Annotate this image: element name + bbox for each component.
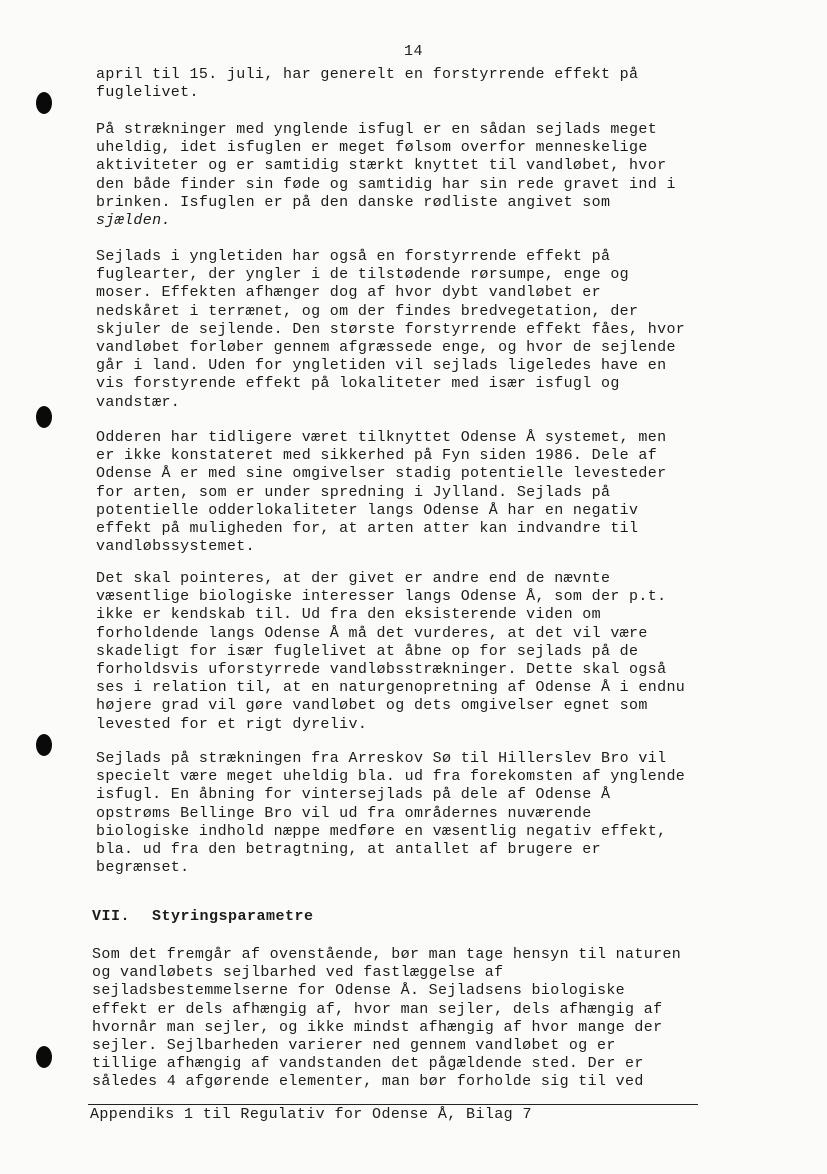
footer-text: Appendiks 1 til Regulativ for Odense Å, Bilag 7	[90, 1106, 532, 1123]
italic-term: sjælden.	[96, 212, 171, 230]
section-number: VII.	[92, 908, 131, 925]
footer-rule	[88, 1104, 698, 1105]
paragraph-odderen: Odderen har tidligere været tilknyttet Odense Å systemet, men er ikke konstateret med sikkerhed på Fyn siden 1986. Dele af Odense Å er med sine omgivelser stadig potentielle levesteder for arten, som er under spredning i Jylland. Sejlads på potentielle odderlokaliteter langs Odense Å har en negativ effekt på muligheden for, at arten atter kan indvandre til vandløbssystemet.	[96, 429, 667, 556]
binder-hole-1	[36, 92, 52, 114]
binder-hole-4	[36, 1046, 52, 1068]
binder-hole-2	[36, 406, 52, 428]
paragraph-arreskov: Sejlads på strækningen fra Arreskov Sø til Hillerslev Bro vil specielt være meget uheldig bla. ud fra forekomsten af ynglende isfugl. En åbning for vintersejlads på dele af Odense Å opstrøms Bellinge Bro vil ud fra områdernes nuværende biologiske indhold næppe medføre en væsentlig negativ effekt, bla. ud fra den betragtning, at antallet af brugere er begrænset.	[96, 750, 686, 877]
paragraph-intro: april til 15. juli, har generelt en forstyrrende effekt på fuglelivet.	[96, 66, 639, 102]
section-heading	[92, 908, 314, 925]
section-title: Styringsparametre	[152, 908, 314, 925]
paragraph-pointeres: Det skal pointeres, at der givet er andre end de nævnte væsentlige biologiske interesser langs Odense Å, som der p.t. ikke er kendskab til. Ud fra den eksisterende viden om forholdende langs Odense Å må det vurderes, at det vil være skadeligt for især fuglelivet at åbne op for sejlads på de forholdsvis uforstyrrede vandløbsstrækninger. Dette skal også ses i relation til, at en naturgenopretning af Odense Å i endnu højere grad vil gøre vandløbet og dets omgivelser egnet som levested for et rigt dyreliv.	[96, 570, 686, 733]
page-number: 14	[403, 43, 423, 60]
paragraph-yngletiden: Sejlads i yngletiden har også en forstyrrende effekt på fuglearter, der yngler i de tilstødende rørsumpe, enge og moser. Effekten afhænger dog af hvor dybt vandløbet er nedskåret i terrænet, og om der findes bredvegetation, der skjuler de sejlende. Den største forstyrrende effekt fåes, hvor vandløbet forløber gennem afgræssede enge, og hvor de sejlende går i land. Uden for yngletiden vil sejlads ligeledes have en vis forstyrende effekt på lokaliteter med især isfugl og vandstær.	[96, 248, 686, 411]
paragraph-styring: Som det fremgår af ovenstående, bør man tage hensyn til naturen og vandløbets sejlbarhed ved fastlæggelse af sejladsbestemmelserne for Odense Å. Sejladsens biologiske effekt er dels afhængig af, hvor man sejler, dels afhængig af hvornår man sejler, og ikke mindst afhængig af hvor mange der sejler. Sejlbarheden varierer ned gennem vandløbet og er tillige afhængig af vandstanden det pågældende sted. Der er således 4 afgørende elementer, man bør forholde sig til ved	[92, 946, 682, 1091]
binder-hole-3	[36, 734, 52, 756]
paragraph-isfugl: På strækninger med ynglende isfugl er en sådan sejlads meget uheldig, idet isfuglen er meget følsom overfor menneskelige aktiviteter og er samtidig stærkt knyttet til vandløbet, hvor den både finder sin føde og samtidig har sin rede gravet ind i brinken. Isfuglen er på den danske rødliste angivet som sjælden.	[96, 121, 676, 230]
